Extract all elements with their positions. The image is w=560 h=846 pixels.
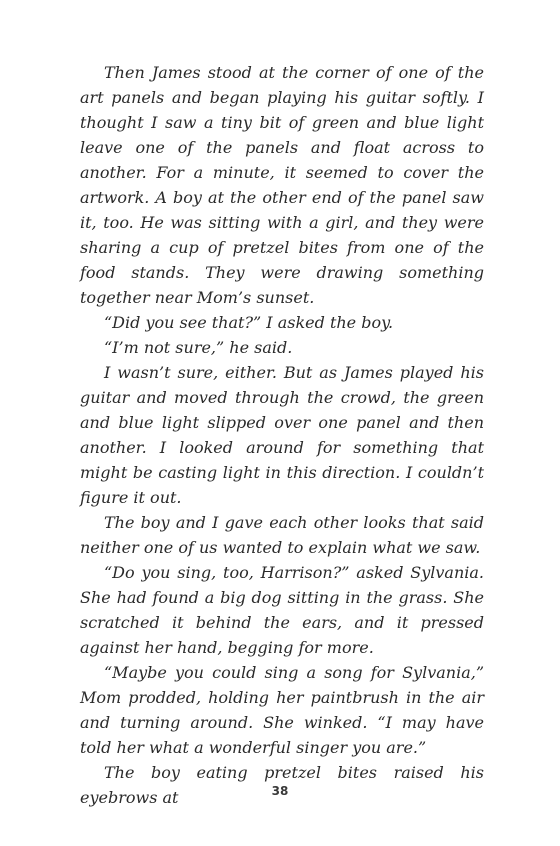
body-text: [80, 60, 484, 810]
paragraph-3: “I’m not sure,” he said.: [104, 338, 293, 357]
paragraph-1: Then James stood at the corner of one of the art panels and began playing his guitar softly. I thought I saw a tiny bit of green and blue light leave one of the panels and float across to another. For a minute, it seemed to cover the artwork. A boy at the other end of the panel saw it, too. He was sitting with a girl, and they were sharing a cup of pretzel bites from one of the food stands. They were drawing something together near Mom’s sunset.: [80, 63, 484, 307]
paragraph-4: I wasn’t sure, either. But as James played his guitar and moved through the crowd, the green and blue light slipped over one panel and then another. I looked around for something that might be casting light in this direction. I couldn’t figure it out.: [80, 363, 484, 507]
paragraph-2: “Did you see that?” I asked the boy.: [104, 313, 394, 332]
paragraph-6: “Do you sing, too, Harrison?” asked Sylvania. She had found a big dog sitting in the grass. She scratched it behind the ears, and it pressed against her hand, begging for more.: [80, 563, 484, 657]
page-number: 38: [271, 784, 289, 798]
paragraph-5: The boy and I gave each other looks that said neither one of us wanted to explain what we saw.: [80, 513, 484, 557]
paragraph-8: The boy eating pretzel bites raised his eyebrows at: [80, 763, 484, 807]
paragraph-7: “Maybe you could sing a song for Sylvania,” Mom prodded, holding her paintbrush in the air and turning around. She winked. “I may have told her what a wonderful singer you are.”: [80, 663, 484, 757]
